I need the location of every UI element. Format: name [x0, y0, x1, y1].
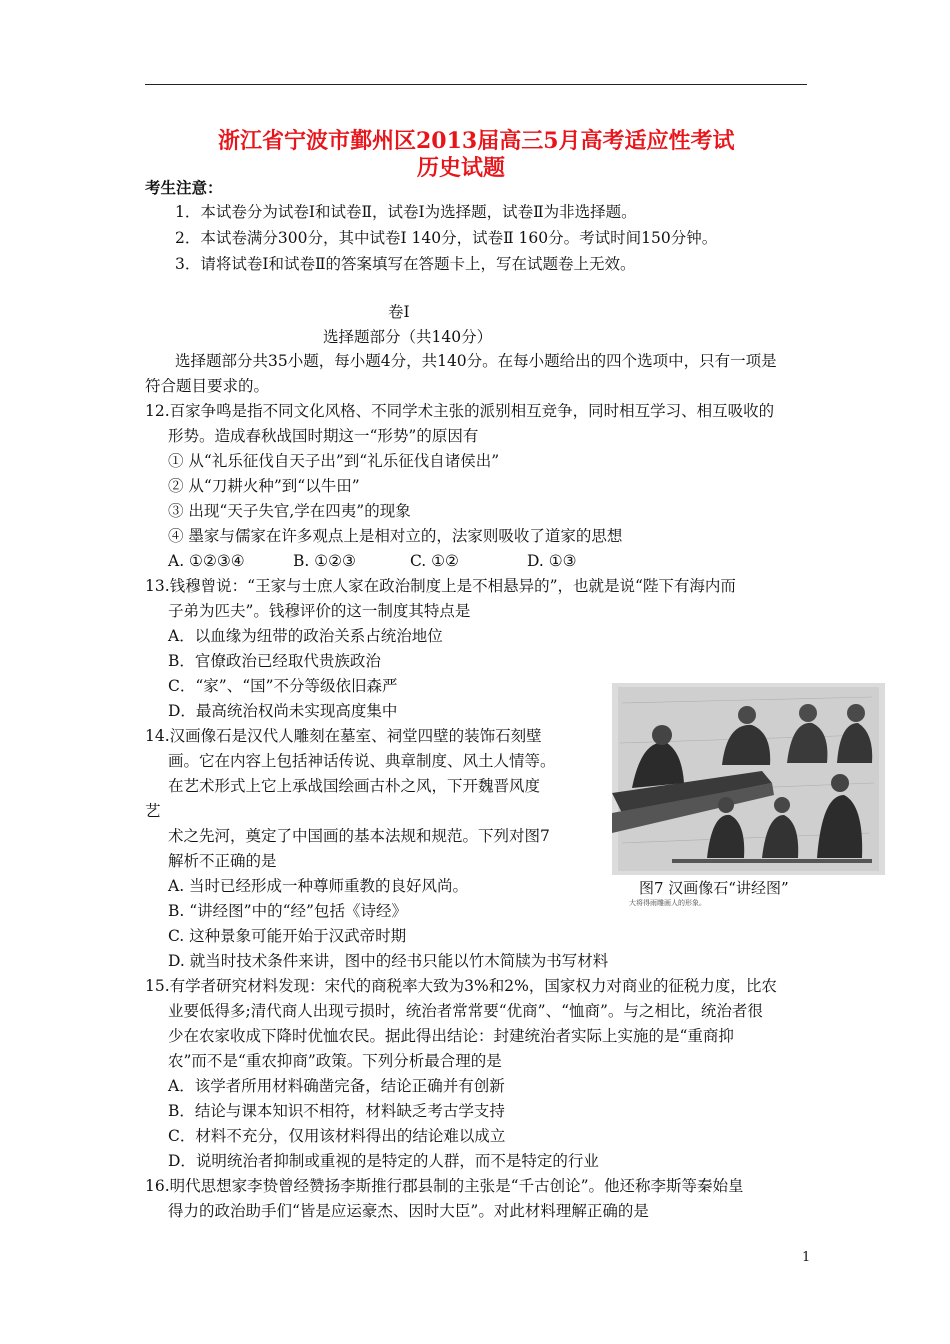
q15-option-c: C．材料不充分，仅用该材料得出的结论难以成立	[168, 1127, 506, 1145]
notice-item-3: 3．请将试卷Ⅰ和试卷Ⅱ的答案填写在答题卡上，写在试题卷上无效。	[175, 255, 636, 273]
page-title-line1: 浙江省宁波市鄞州区2013届高三5月高考适应性考试	[218, 128, 735, 154]
figure-relief-image	[612, 683, 885, 875]
q12-item-2: ② 从“刀耕火种”到“以牛田”	[168, 477, 360, 495]
q13-option-a: A．以血缘为纽带的政治关系占统治地位	[168, 627, 443, 645]
section-subtitle: 选择题部分（共140分）	[323, 328, 493, 346]
q15-stem-line2: 业要低得多;清代商人出现亏损时，统治者常常要“优商”、“恤商”。与之相比，统治者很	[168, 1002, 763, 1020]
q13-stem-line2: 子弟为匹夫”。钱穆评价的这一制度其特点是	[168, 602, 471, 620]
q14-option-d: D. 就当时技术条件来讲，图中的经书只能以竹木简牍为书写材料	[168, 952, 609, 970]
notice-heading: 考生注意：	[145, 178, 223, 197]
q14-stem-line5: 术之先河，奠定了中国画的基本法规和规范。下列对图7	[168, 827, 550, 845]
q15-option-a: A．该学者所用材料确凿完备，结论正确并有创新	[168, 1077, 505, 1095]
q13-option-d: D．最高统治权尚未实现高度集中	[168, 702, 398, 720]
q14-stem-line3: 在艺术形式上它上承战国绘画古朴之风，下开魏晋风度	[168, 777, 541, 795]
q12-option-a: A. ①②③④	[168, 552, 245, 570]
q15-option-b: B．结论与课本知识不相符，材料缺乏考古学支持	[168, 1102, 505, 1120]
q14-option-c: C. 这种景象可能开始于汉武帝时期	[168, 927, 407, 945]
q14-stem-line6: 解析不正确的是	[168, 852, 277, 870]
notice-item-1: 1．本试卷分为试卷Ⅰ和试卷Ⅱ，试卷Ⅰ为选择题，试卷Ⅱ为非选择题。	[175, 203, 637, 221]
q12-item-4: ④ 墨家与儒家在许多观点上是相对立的，法家则吸收了道家的思想	[168, 527, 623, 545]
page-number: 1	[802, 1250, 811, 1265]
q16-stem-line1: 16.明代思想家李贽曾经赞扬李斯推行郡县制的主张是“千古创论”。他还称李斯等秦始皇	[145, 1177, 744, 1195]
q15-stem-line1: 15.有学者研究材料发现：宋代的商税率大致为3%和2%，国家权力对商业的征税力度，比农	[145, 977, 777, 995]
page-title-line2: 历史试题	[417, 155, 506, 181]
figure-caption: 图7 汉画像石“讲经图”	[639, 879, 789, 897]
q14-stem-line4: 艺	[145, 802, 161, 820]
q14-stem-line2: 画。它在内容上包括神话传说、典章制度、风土人情等。	[168, 752, 556, 770]
q12-stem-line1: 12.百家争鸣是指不同文化风格、不同学术主张的派别相互竞争，同时相互学习、相互吸收的	[145, 402, 775, 420]
section-intro-line1: 选择题部分共35小题，每小题4分，共140分。在每小题给出的四个选项中，只有一项是	[175, 352, 777, 370]
q13-stem-line1: 13.钱穆曾说：“王家与士庶人家在政治制度上是不相悬异的”，也就是说“陛下有海内而	[145, 577, 736, 595]
figure-small-text: 大将得雨雕画人的形象。	[629, 899, 706, 907]
notice-item-2: 2．本试卷满分300分，其中试卷Ⅰ 140分，试卷Ⅱ 160分。考试时间150分钟。	[175, 229, 718, 247]
q12-option-c: C. ①②	[410, 552, 459, 570]
q16-stem-line2: 得力的政治助手们“皆是应运豪杰、因时大臣”。对此材料理解正确的是	[168, 1202, 649, 1220]
q14-option-b: B. “讲经图”中的“经”包括《诗经》	[168, 902, 407, 920]
q12-item-3: ③ 出现“天子失官,学在四夷”的现象	[168, 502, 411, 520]
q12-option-b: B. ①②③	[293, 552, 356, 570]
q12-stem-line2: 形势。造成春秋战国时期这一“形势”的原因有	[168, 427, 479, 445]
q15-option-d: D．说明统治者抑制或重视的是特定的人群，而不是特定的行业	[168, 1152, 599, 1170]
q13-option-c: C．“家”、“国”不分等级依旧森严	[168, 677, 398, 695]
q12-item-1: ① 从“礼乐征伐自天子出”到“礼乐征伐自诸侯出”	[168, 452, 500, 470]
section-intro-line2: 符合题目要求的。	[145, 377, 270, 395]
lecture-scene-illustration	[612, 683, 885, 875]
header-rule	[145, 84, 807, 85]
q15-stem-line3: 少在农家收成下降时优恤农民。据此得出结论：封建统治者实际上实施的是“重商抑	[168, 1027, 734, 1045]
q15-stem-line4: 农”而不是“重农抑商”政策。下列分析最合理的是	[168, 1052, 502, 1070]
section-title: 卷Ⅰ	[388, 303, 410, 321]
q13-option-b: B．官僚政治已经取代贵族政治	[168, 652, 381, 670]
q12-option-d: D. ①③	[527, 552, 577, 570]
q14-stem-line1: 14.汉画像石是汉代人雕刻在墓室、祠堂四壁的装饰石刻壁	[145, 727, 542, 745]
q14-option-a: A. 当时已经形成一种尊师重教的良好风尚。	[168, 877, 469, 895]
